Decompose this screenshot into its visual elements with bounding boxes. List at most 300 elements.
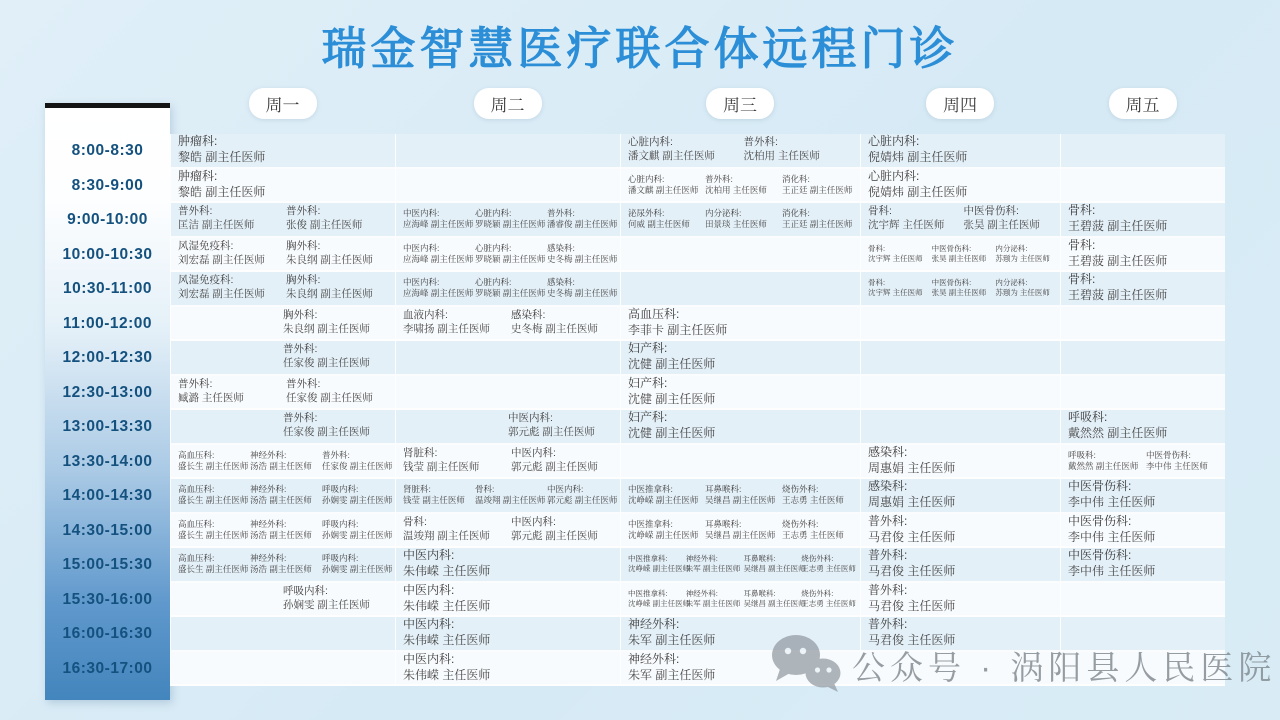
schedule-entry: [283, 378, 391, 406]
doctor-name: 盛长生 副主任医师: [178, 495, 249, 506]
department-label: 骨科:: [1068, 237, 1096, 252]
schedule-cell-thursday: [860, 238, 1060, 273]
schedule-entry: [280, 585, 391, 613]
time-slot-label: 13:30-14:00: [62, 452, 153, 470]
doctor-name: 朱军 副主任医师: [628, 633, 716, 648]
department-label: 普外科:: [743, 136, 778, 149]
department-label: 普外科:: [547, 208, 575, 219]
schedule-cell-wednesday: [620, 341, 860, 376]
time-slot-label: 15:00-15:30: [62, 556, 153, 574]
department-label: 烧伤外科:: [782, 484, 819, 495]
department-label: 神经外科:: [250, 553, 287, 564]
schedule-cell-thursday: [860, 514, 1060, 549]
schedule-cell-monday: [170, 617, 395, 652]
doctor-name: 刘宏磊 副主任医师: [178, 253, 265, 266]
doctor-name: 应海峰 副主任医师: [403, 219, 474, 230]
schedule-entry: [1065, 410, 1221, 442]
doctor-name: 任家俊 副主任医师: [322, 460, 393, 471]
schedule-cell-monday: [170, 479, 395, 514]
department-label: 普外科:: [178, 377, 213, 390]
schedule-cell-wednesday: [620, 514, 860, 549]
schedule-cell-tuesday: [395, 514, 620, 549]
time-slot-label: 14:00-14:30: [62, 487, 153, 505]
day-header-friday: 周五: [1109, 88, 1177, 119]
doctor-name: 朱伟嵘 主任医师: [403, 564, 491, 579]
time-slot-label: 15:30-16:00: [62, 590, 153, 608]
schedule-cell-tuesday: [395, 203, 620, 238]
department-label: 内分泌科:: [995, 278, 1028, 288]
schedule-cell-tuesday: [395, 341, 620, 376]
doctor-name: 罗晓颖 副主任医师: [475, 219, 546, 230]
department-label: 普外科:: [868, 513, 908, 528]
schedule-cell-tuesday: [395, 652, 620, 687]
department-label: 普外科:: [868, 617, 908, 632]
schedule-entry: [1065, 203, 1221, 235]
schedule-entry: [247, 553, 319, 575]
department-label: 胸外科:: [283, 308, 318, 321]
doctor-name: 孙娴雯 副主任医师: [322, 564, 393, 575]
department-label: 骨科:: [475, 484, 495, 495]
schedule-cell-wednesday: [620, 445, 860, 480]
schedule-entry: [779, 484, 856, 506]
department-label: 内分泌科:: [995, 243, 1028, 253]
schedule-entry: [865, 205, 961, 233]
doctor-name: 任家俊 副主任医师: [283, 426, 370, 439]
schedule-entry: [702, 484, 779, 506]
doctor-name: 孙娴雯 副主任医师: [283, 598, 370, 611]
doctor-name: 戴然然 副主任医师: [1068, 426, 1168, 441]
schedule-entry: [472, 484, 544, 506]
schedule-cell-thursday: [860, 203, 1060, 238]
schedule-entry: [625, 554, 691, 574]
schedule-entry: [247, 484, 319, 506]
doctor-name: 黎皓 副主任医师: [178, 150, 266, 165]
department-label: 消化科:: [782, 208, 810, 219]
schedule-entry: [175, 169, 391, 201]
schedule-cell-tuesday: [395, 410, 620, 445]
doctor-name: 朱良纲 副主任医师: [286, 288, 373, 301]
schedule-entry: [283, 205, 391, 233]
schedule-entry: [683, 589, 741, 609]
department-label: 骨科:: [403, 515, 427, 528]
doctor-name: 盛长生 副主任医师: [178, 460, 249, 471]
schedule-cell-wednesday: [620, 134, 860, 169]
schedule-entry: [625, 136, 741, 164]
department-label: 呼吸内科:: [322, 518, 359, 529]
schedule-cell-wednesday: [620, 583, 860, 618]
schedule-cell-friday: [1060, 479, 1225, 514]
doctor-name: 温竣翔 副主任医师: [403, 529, 490, 542]
schedule-entry: [283, 274, 391, 302]
schedule-entry: [400, 652, 616, 684]
doctor-name: 钱莹 副主任医师: [403, 495, 465, 506]
schedule-entry: [472, 208, 544, 230]
doctor-name: 李中伟 主任医师: [1146, 460, 1208, 471]
doctor-name: 朱军 副主任医师: [685, 564, 741, 574]
schedule-entry: [1065, 514, 1221, 546]
page-title: 瑞金智慧医疗联合体远程门诊: [321, 23, 959, 74]
department-label: 高血压科:: [628, 306, 680, 321]
schedule-entry: [508, 309, 616, 337]
department-label: 内分泌科:: [705, 208, 742, 219]
schedule-entry: [625, 484, 702, 506]
department-label: 骨科:: [1068, 272, 1096, 287]
schedule-entry: [544, 243, 616, 265]
schedule-cell-wednesday: [620, 203, 860, 238]
schedule-cell-thursday: [860, 376, 1060, 411]
doctor-name: 汤浩 副主任医师: [250, 529, 312, 540]
department-label: 心脏内科:: [868, 134, 920, 149]
schedule-entry: [400, 309, 508, 337]
department-label: 中医推拿科:: [628, 554, 668, 564]
department-label: 神经外科:: [685, 588, 718, 598]
schedule-cell-friday: [1060, 583, 1225, 618]
doctor-name: 朱良纲 副主任医师: [286, 253, 373, 266]
department-label: 中医骨伤科:: [931, 278, 972, 288]
schedule-cell-friday: [1060, 272, 1225, 307]
department-label: 耳鼻喉科:: [743, 588, 776, 598]
schedule-entry: [175, 553, 247, 575]
schedule-entry: [175, 519, 247, 541]
department-label: 中医内科:: [403, 548, 455, 563]
doctor-name: 盛长生 副主任医师: [178, 564, 249, 575]
department-label: 神经外科:: [250, 484, 287, 495]
schedule-entry: [508, 447, 616, 475]
department-label: 烧伤外科:: [782, 518, 819, 529]
doctor-name: 田景琰 主任医师: [705, 219, 767, 230]
doctor-name: 王碧菠 副主任医师: [1068, 219, 1168, 234]
doctor-name: 李菲卡 副主任医师: [628, 322, 728, 337]
department-label: 耳鼻喉科:: [743, 554, 776, 564]
schedule-entry: [865, 479, 1056, 511]
schedule-cell-monday: [170, 410, 395, 445]
department-label: 烧伤外科:: [801, 588, 834, 598]
schedule-cell-friday: [1060, 445, 1225, 480]
doctor-name: 李中伟 主任医师: [1068, 495, 1156, 510]
schedule-cell-wednesday: [620, 272, 860, 307]
schedule-cell-tuesday: [395, 376, 620, 411]
schedule-cell-thursday: [860, 410, 1060, 445]
doctor-name: 周惠娟 主任医师: [868, 495, 956, 510]
schedule-cell-tuesday: [395, 169, 620, 204]
doctor-name: 李中伟 主任医师: [1068, 564, 1156, 579]
doctor-name: 汤浩 副主任医师: [250, 564, 312, 575]
schedule-entry: [400, 447, 508, 475]
department-label: 胸外科:: [286, 239, 321, 252]
doctor-name: 沈峥嵘 副主任医师: [628, 598, 691, 608]
doctor-name: 罗晓颖 副主任医师: [475, 288, 546, 299]
department-label: 神经外科:: [250, 449, 287, 460]
department-label: 中医骨伤科:: [1068, 513, 1132, 528]
time-slot-label: 13:00-13:30: [62, 418, 153, 436]
department-label: 心脏内科:: [475, 277, 512, 288]
department-label: 妇产科:: [628, 341, 668, 356]
schedule-entry: [865, 278, 929, 298]
schedule-entry: [625, 341, 856, 373]
watermark: [770, 633, 1276, 698]
schedule-entry: [625, 307, 856, 339]
schedule-cell-friday: [1060, 514, 1225, 549]
department-label: 肿瘤科:: [178, 168, 218, 183]
department-label: 高血压科:: [178, 449, 215, 460]
department-label: 高血压科:: [178, 553, 215, 564]
time-slot-label: 12:30-13:00: [62, 383, 153, 401]
doctor-name: 张昊 副主任医师: [963, 219, 1040, 232]
schedule-entry: [741, 588, 806, 609]
time-slot-label: 11:00-12:00: [62, 314, 153, 332]
schedule-cell-tuesday: [395, 617, 620, 652]
department-label: 心脏内科:: [628, 173, 665, 184]
schedule-cell-friday: [1060, 341, 1225, 376]
schedule-cell-wednesday: [620, 376, 860, 411]
schedule-entry: [798, 554, 856, 574]
doctor-name: 郭元彪 副主任医师: [547, 495, 618, 506]
schedule-cell-tuesday: [395, 583, 620, 618]
schedule-entry: [865, 548, 1056, 580]
schedule-cell-wednesday: [620, 169, 860, 204]
schedule-entry: [625, 519, 702, 541]
schedule-entry: [625, 208, 702, 230]
doctor-name: 王志勇 主任医师: [801, 598, 856, 608]
department-label: 感染科:: [547, 242, 575, 253]
schedule-cell-monday: [170, 445, 395, 480]
doctor-name: 马君俊 主任医师: [868, 564, 956, 579]
schedule-cell-tuesday: [395, 238, 620, 273]
department-label: 消化科:: [782, 173, 810, 184]
watermark-text: 公众号 · 涡阳县人民医院: [852, 649, 1277, 686]
schedule-entry: [247, 450, 319, 472]
doctor-name: 潘睿俊 副主任医师: [547, 219, 618, 230]
doctor-name: 潘文麒 副主任医师: [628, 150, 715, 163]
doctor-name: 沈健 副主任医师: [628, 357, 716, 372]
schedule-entry: [400, 583, 616, 615]
doctor-name: 张俊 副主任医师: [286, 219, 363, 232]
schedule-entry: [961, 205, 1057, 233]
schedule-entry: [175, 484, 247, 506]
doctor-name: 盛长生 副主任医师: [178, 529, 249, 540]
department-label: 感染科:: [511, 308, 546, 321]
department-label: 中医推拿科:: [628, 588, 668, 598]
schedule-entry: [929, 278, 993, 298]
schedule-entry: [625, 174, 702, 196]
doctor-name: 苏颋为 主任医师: [995, 253, 1050, 263]
doctor-name: 罗晓颖 副主任医师: [475, 253, 546, 264]
schedule-entry: [544, 277, 616, 299]
schedule-cell-tuesday: [395, 272, 620, 307]
department-label: 肾脏科:: [403, 484, 431, 495]
schedule-entry: [625, 410, 856, 442]
doctor-name: 史冬梅 副主任医师: [547, 253, 618, 264]
schedule-entry: [280, 412, 391, 440]
schedule-cell-thursday: [860, 583, 1060, 618]
day-header-row: [45, 88, 1225, 116]
department-label: 肾脏科:: [403, 446, 438, 459]
doctor-name: 史冬梅 副主任医师: [547, 288, 618, 299]
department-label: 骨科:: [868, 278, 886, 288]
schedule-cell-thursday: [860, 445, 1060, 480]
doctor-name: 应海峰 副主任医师: [403, 253, 474, 264]
department-label: 耳鼻喉科:: [705, 518, 742, 529]
schedule-entry: [741, 136, 857, 164]
department-label: 中医骨伤科:: [1068, 548, 1132, 563]
doctor-name: 沈宇辉 主任医师: [868, 253, 923, 263]
doctor-name: 李啸扬 副主任医师: [403, 322, 490, 335]
schedule-cell-thursday: [860, 169, 1060, 204]
doctor-name: 朱良纲 副主任医师: [283, 322, 370, 335]
doctor-name: 汤浩 副主任医师: [250, 495, 312, 506]
doctor-name: 臧潞 主任医师: [178, 391, 244, 404]
schedule-entry: [702, 208, 779, 230]
wechat-icon: [770, 633, 842, 698]
time-slot-label: 12:00-12:30: [62, 349, 153, 367]
schedule-cell-friday: [1060, 548, 1225, 583]
department-label: 心脏内科:: [628, 136, 673, 149]
doctor-name: 温竣翔 副主任医师: [475, 495, 546, 506]
department-label: 普外科:: [868, 548, 908, 563]
schedule-cell-friday: [1060, 134, 1225, 169]
schedule-entry: [625, 588, 691, 609]
doctor-name: 潘文麒 副主任医师: [628, 184, 699, 195]
doctor-name: 周惠娟 主任医师: [868, 460, 956, 475]
schedule-cell-thursday: [860, 479, 1060, 514]
schedule-entry: [508, 516, 616, 544]
schedule-entry: [1065, 272, 1221, 304]
schedule-entry: [175, 240, 283, 268]
doctor-name: 马君俊 主任医师: [868, 598, 956, 613]
schedule-entry: [992, 244, 1056, 264]
department-label: 中医骨伤科:: [1146, 449, 1191, 460]
department-label: 中医内科:: [403, 617, 455, 632]
doctor-name: 朱军 副主任医师: [685, 598, 741, 608]
department-label: 中医骨伤科:: [1068, 479, 1132, 494]
schedule-cell-tuesday: [395, 479, 620, 514]
doctor-name: 郭元彪 副主任医师: [511, 460, 598, 473]
doctor-name: 朱军 副主任医师: [628, 667, 716, 682]
schedule-cell-friday: [1060, 410, 1225, 445]
schedule-cell-friday: [1060, 376, 1225, 411]
doctor-name: 吴继昌 副主任医师: [743, 598, 806, 608]
doctor-name: 倪婧炜 副主任医师: [868, 150, 968, 165]
schedule-cell-wednesday: [620, 410, 860, 445]
schedule-entry: [798, 589, 856, 609]
department-label: 中医内科:: [403, 208, 440, 219]
time-slot-label: 8:30-9:00: [71, 176, 144, 194]
department-label: 中医骨伤科:: [931, 243, 972, 253]
department-label: 神经外科:: [250, 518, 287, 529]
schedule-cell-monday: [170, 238, 395, 273]
schedule-entry: [865, 583, 1056, 615]
department-label: 心脏内科:: [475, 208, 512, 219]
doctor-name: 马君俊 主任医师: [868, 633, 956, 648]
doctor-name: 史冬梅 副主任医师: [511, 322, 598, 335]
department-label: 肿瘤科:: [178, 134, 218, 149]
doctor-name: 马君俊 主任医师: [868, 529, 956, 544]
time-slot-label: 16:30-17:00: [62, 659, 153, 677]
doctor-name: 戴然然 副主任医师: [1068, 460, 1139, 471]
schedule-entry: [702, 519, 779, 541]
schedule-cell-monday: [170, 203, 395, 238]
day-header-thursday: 周四: [926, 88, 994, 119]
schedule-entry: [247, 519, 319, 541]
doctor-name: 郭元彪 副主任医师: [508, 426, 595, 439]
doctor-name: 沈柏用 主任医师: [743, 150, 820, 163]
department-label: 中医推拿科:: [628, 484, 673, 495]
schedule-cell-tuesday: [395, 445, 620, 480]
department-label: 神经外科:: [685, 554, 718, 564]
doctor-name: 王正廷 副主任医师: [782, 184, 853, 195]
department-label: 呼吸内科:: [283, 584, 328, 597]
schedule-entry: [544, 208, 616, 230]
doctor-name: 吴继昌 副主任医师: [705, 529, 776, 540]
schedule-entry: [280, 343, 391, 371]
schedule-entry: [400, 548, 616, 580]
doctor-name: 王碧菠 副主任医师: [1068, 288, 1168, 303]
time-slot-label: 8:00-8:30: [71, 142, 144, 160]
schedule-entry: [400, 208, 472, 230]
department-label: 普外科:: [322, 449, 350, 460]
department-label: 中医内科:: [403, 582, 455, 597]
doctor-name: 钱莹 副主任医师: [403, 460, 480, 473]
department-label: 中医内科:: [508, 412, 553, 425]
schedule-cell-thursday: [860, 307, 1060, 342]
schedule-grid: [45, 134, 1225, 686]
department-label: 骨科:: [868, 205, 892, 218]
department-label: 中医内科:: [511, 515, 556, 528]
doctor-name: 王碧菠 副主任医师: [1068, 253, 1168, 268]
schedule-entry: [779, 519, 856, 541]
doctor-name: 孙娴雯 副主任医师: [322, 529, 393, 540]
time-slot-label: 9:00-10:00: [67, 211, 148, 229]
doctor-name: 沈峥嵘 副主任医师: [628, 495, 699, 506]
schedule-entry: [865, 134, 1056, 166]
schedule-cell-friday: [1060, 203, 1225, 238]
department-label: 耳鼻喉科:: [705, 484, 742, 495]
department-label: 血液内科:: [403, 308, 448, 321]
schedule-entry: [544, 484, 616, 506]
doctor-name: 沈宇辉 主任医师: [868, 288, 923, 298]
doctor-name: 孙娴雯 副主任医师: [322, 495, 393, 506]
schedule-entry: [280, 309, 391, 337]
time-slot-label: 10:30-11:00: [62, 280, 153, 298]
doctor-name: 朱伟嵘 主任医师: [403, 633, 491, 648]
department-label: 普外科:: [705, 173, 733, 184]
schedule-entry: [865, 445, 1056, 477]
department-label: 心脏内科:: [475, 242, 512, 253]
schedule-cell-friday: [1060, 169, 1225, 204]
department-label: 神经外科:: [628, 617, 680, 632]
department-label: 骨科:: [868, 243, 886, 253]
department-label: 中医内科:: [403, 277, 440, 288]
schedule-cell-tuesday: [395, 548, 620, 583]
doctor-name: 刘宏磊 副主任医师: [178, 288, 265, 301]
department-label: 胸外科:: [286, 274, 321, 287]
schedule-entry: [1065, 450, 1143, 472]
department-label: 普外科:: [178, 205, 213, 218]
day-header-tuesday: 周二: [474, 88, 542, 119]
department-label: 风湿免疫科:: [178, 239, 234, 252]
department-label: 普外科:: [286, 377, 321, 390]
doctor-name: 张昊 副主任医师: [931, 253, 987, 263]
schedule-entry: [400, 484, 472, 506]
schedule-cell-wednesday: [620, 307, 860, 342]
schedule-cell-thursday: [860, 341, 1060, 376]
department-label: 风湿免疫科:: [178, 274, 234, 287]
schedule-cell-thursday: [860, 548, 1060, 583]
schedule-entry: [472, 277, 544, 299]
schedule-cell-friday: [1060, 307, 1225, 342]
schedule-entry: [175, 378, 283, 406]
schedule-cell-wednesday: [620, 479, 860, 514]
